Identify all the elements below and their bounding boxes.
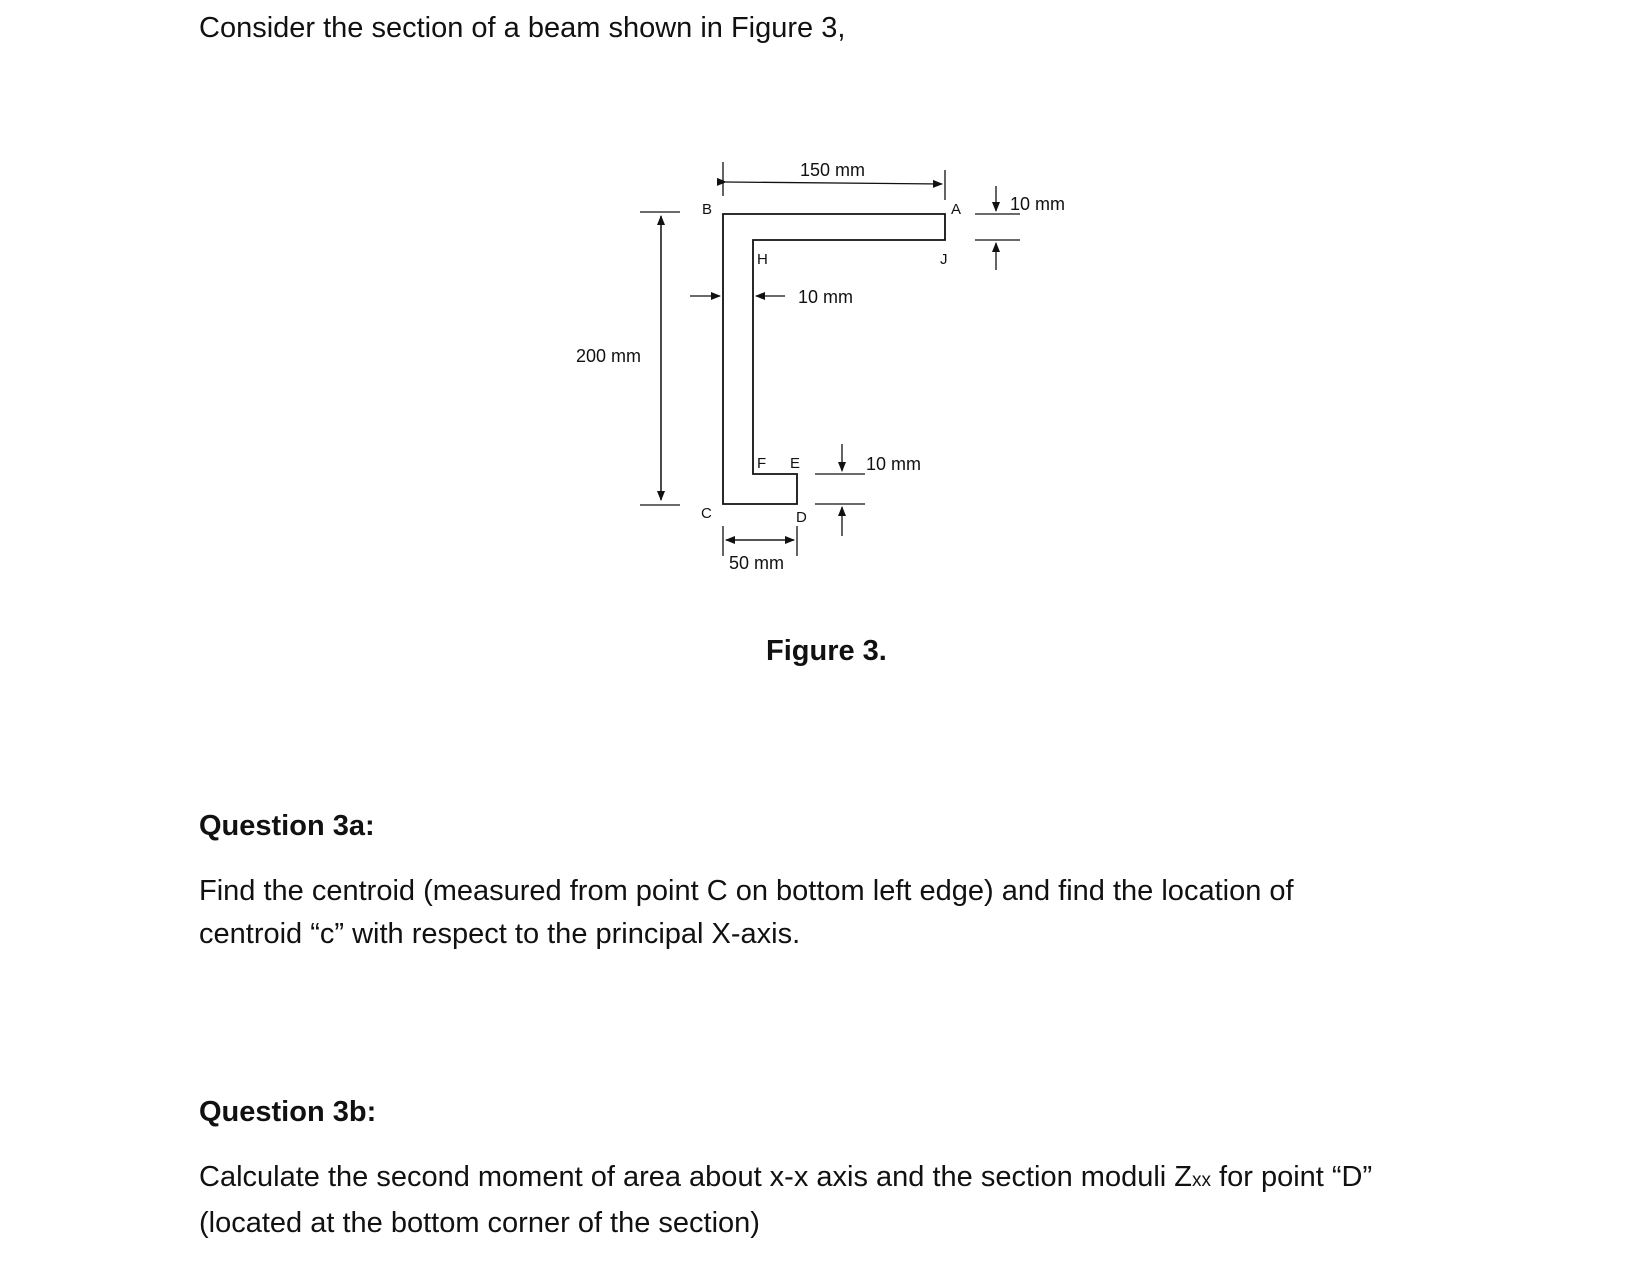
- q3b-line-2: (located at the bottom corner of the section): [199, 1207, 760, 1239]
- point-label-c: C: [701, 505, 712, 522]
- point-label-h: H: [757, 251, 768, 268]
- q3a-heading: Question 3a:: [199, 810, 375, 842]
- q3b-line-1-end: for point “D”: [1210, 1161, 1373, 1193]
- figure-caption: Figure 3.: [766, 635, 887, 667]
- dim-top-flange-thickness: 10 mm: [1010, 194, 1066, 214]
- dim-web-thickness: 10 mm: [798, 287, 854, 307]
- point-label-f: F: [757, 455, 767, 472]
- section-modulus-subscript: xx: [1191, 1170, 1211, 1191]
- dim-depth: 200 mm: [576, 346, 642, 366]
- q3b-heading: Question 3b:: [199, 1096, 377, 1128]
- dim-bottom-flange-thickness: 10 mm: [866, 454, 922, 474]
- q3b-line-1-text: Calculate the second moment of area about x-x axis and the section moduli Z: [199, 1161, 1192, 1193]
- q3a-line-2: centroid “c” with respect to the principal X-axis.: [199, 918, 801, 950]
- point-label-a: A: [951, 201, 962, 218]
- dim-flange-width: 150 mm: [800, 160, 866, 180]
- point-label-j: J: [940, 251, 948, 268]
- intro-text: Consider the section of a beam shown in Figure 3,: [199, 12, 846, 44]
- q3a-line-1: Find the centroid (measured from point C on bottom left edge) and find the location of: [199, 875, 1294, 907]
- q3b-line-1: [199, 1157, 1372, 1198]
- point-label-e: E: [790, 455, 801, 472]
- dim-bottom-flange-width: 50 mm: [729, 553, 785, 573]
- point-label-b: B: [702, 201, 713, 218]
- point-label-d: D: [796, 509, 807, 526]
